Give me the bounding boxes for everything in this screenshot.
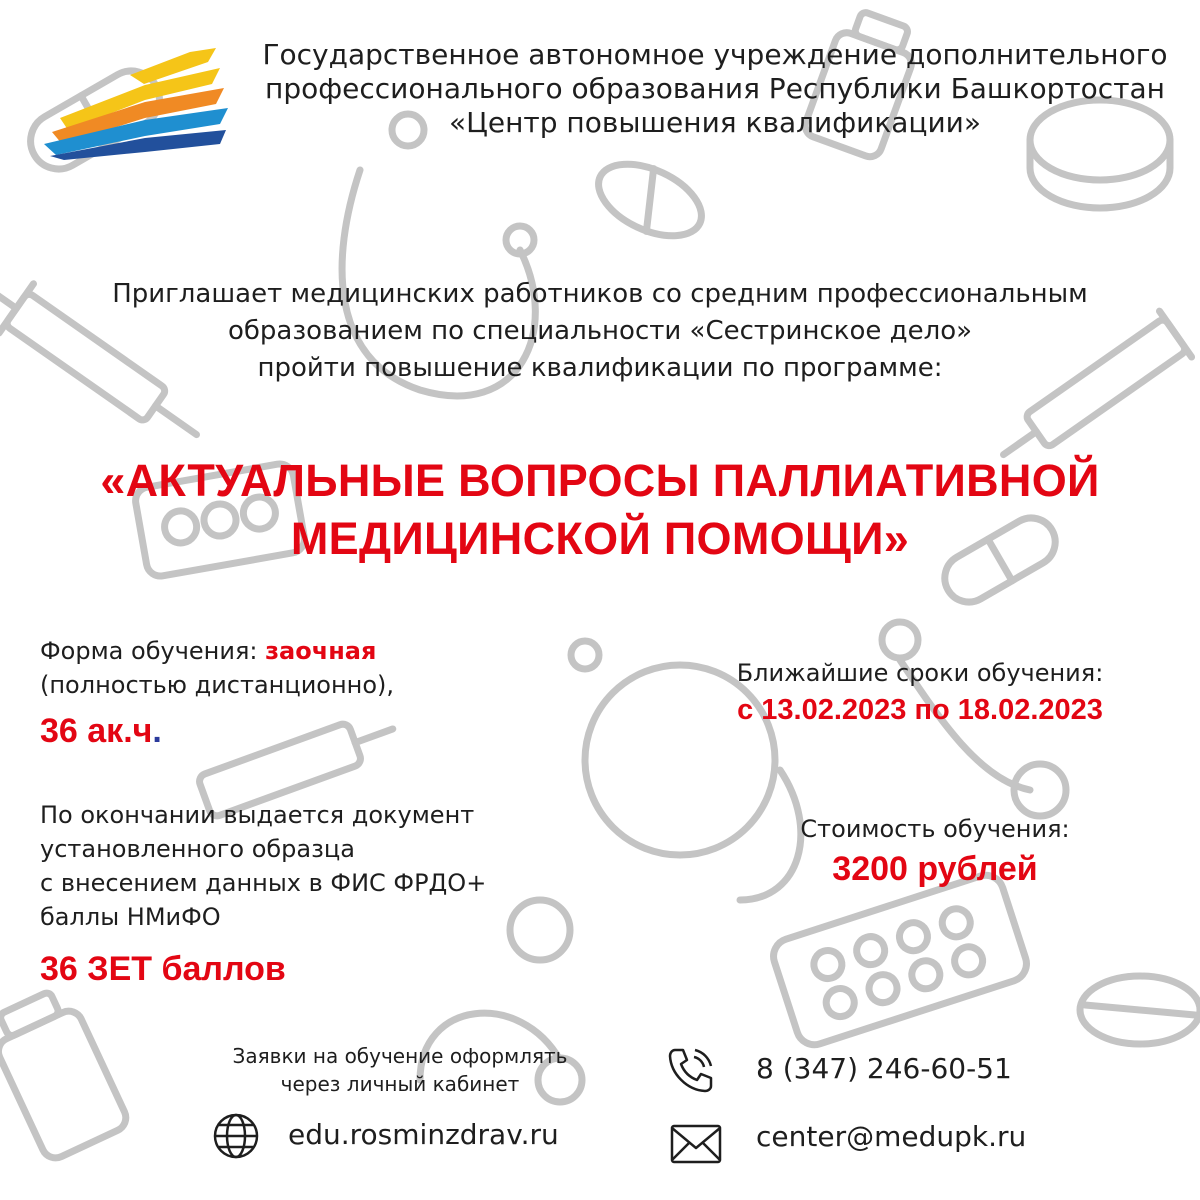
cost-value: 3200 рублей [832, 850, 1038, 888]
document-points: 36 ЗЕТ баллов [40, 950, 286, 988]
document-line-3: с внесением данных в ФИС ФРДО+ [40, 869, 487, 897]
org-line-1: Государственное автономное учреждение дополнительного [262, 38, 1168, 71]
study-form-note: (полностью дистанционно), [40, 671, 395, 699]
dates-block [660, 656, 1180, 730]
program-title-line-1: «АКТУАЛЬНЫЕ ВОПРОСЫ ПАЛЛИАТИВНОЙ [100, 455, 1100, 506]
document-block [40, 798, 640, 934]
apply-line-2: через личный кабинет [280, 1072, 520, 1096]
study-form-value: заочная [265, 637, 377, 665]
document-line-1: По окончании выдается документ [40, 801, 475, 829]
document-line-4: баллы НМиФО [40, 903, 221, 931]
org-line-3: «Центр повышения квалификации» [449, 106, 981, 139]
book-logo-icon [40, 40, 230, 160]
globe-icon [212, 1112, 260, 1160]
email-link[interactable]: center@medupk.ru [756, 1120, 1027, 1153]
intro-line-3: пройти повышение квалификации по программе: [257, 353, 943, 383]
study-hours [40, 712, 162, 751]
website-link[interactable]: edu.rosminzdrav.ru [288, 1118, 559, 1151]
program-title [0, 452, 1200, 568]
org-line-2: профессионального образования Республики Башкортостан [265, 72, 1165, 105]
study-form-block [40, 634, 600, 702]
program-title-line-2: МЕДИЦИНСКОЙ ПОМОЩИ» [290, 513, 910, 564]
intro-line-1: Приглашает медицинских работников со средним профессиональным [112, 279, 1088, 309]
phone-icon [665, 1044, 717, 1096]
phone-number[interactable]: 8 (347) 246-60-51 [756, 1052, 1012, 1085]
dates-label: Ближайшие сроки обучения: [736, 659, 1104, 687]
cost-label: Стоимость обучения: [800, 815, 1070, 843]
study-hours-value: 36 ак.ч [40, 712, 153, 750]
intro-line-2: образованием по специальности «Сестринское дело» [227, 316, 973, 346]
document-line-2: установленного образца [40, 835, 355, 863]
intro-text [20, 276, 1180, 387]
apply-note [190, 1042, 610, 1098]
dates-value: с 13.02.2023 по 18.02.2023 [737, 694, 1103, 726]
study-form-label: Форма обучения: [40, 637, 258, 665]
organization-header [240, 38, 1190, 140]
study-hours-dot: . [152, 712, 162, 750]
mail-icon [670, 1124, 722, 1164]
cost-block [700, 812, 1170, 889]
apply-line-1: Заявки на обучение оформлять [232, 1044, 568, 1068]
